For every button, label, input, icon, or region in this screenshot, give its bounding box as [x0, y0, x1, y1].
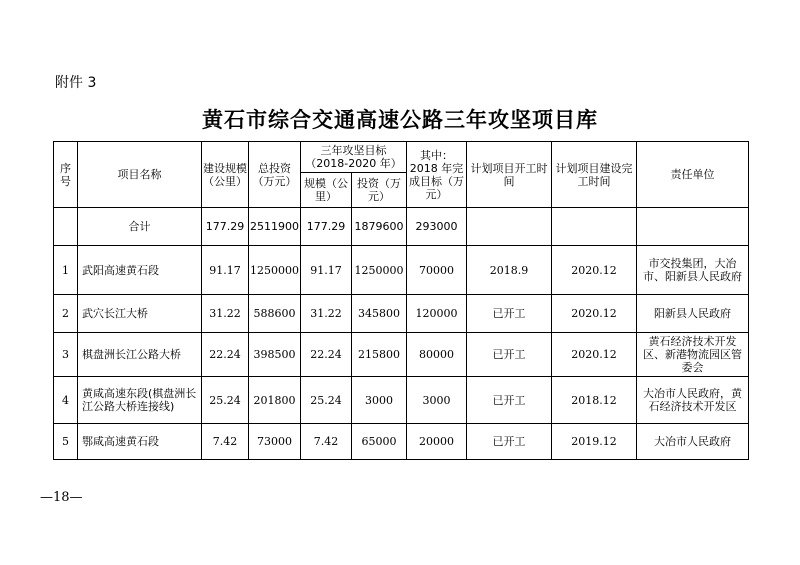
header-target-group: 三年攻坚目标（2018-2020 年）	[301, 142, 407, 173]
total-scale: 177.29	[202, 208, 249, 246]
table-row: 4 黄咸高速东段(棋盘洲长江公路大桥连接线) 25.24 201800 25.24 3000 3000 已开工 2018.12 大冶市人民政府，黄石经济技术开发区	[54, 377, 749, 424]
header-name: 项目名称	[78, 142, 202, 208]
attachment-label: 附件 3	[55, 75, 97, 91]
total-target-invest: 1879600	[352, 208, 407, 246]
header-target-invest: 投资（万元）	[352, 173, 407, 208]
page-title: 黄石市综合交通高速公路三年攻坚项目库	[202, 107, 598, 132]
table-row: 5 鄂咸高速黄石段 7.42 73000 7.42 65000 20000 已开工 2019.12 大冶市人民政府	[54, 424, 749, 460]
header-invest: 总投资（万元）	[249, 142, 301, 208]
project-table	[53, 141, 749, 460]
total-label: 合计	[78, 208, 202, 246]
total-target-scale: 177.29	[301, 208, 352, 246]
header-start: 计划项目开工时间	[467, 142, 552, 208]
table-row: 3 棋盘洲长江公路大桥 22.24 398500 22.24 215800 80000 已开工 2020.12 黄石经济技术开发区、新港物流园区管委会	[54, 333, 749, 377]
table-row: 2 武穴长江大桥 31.22 588600 31.22 345800 120000 已开工 2020.12 阳新县人民政府	[54, 295, 749, 333]
total-goal-2018: 293000	[407, 208, 467, 246]
header-target-scale: 规模（公里）	[301, 173, 352, 208]
total-invest: 2511900	[249, 208, 301, 246]
header-scale: 建设规模（公里）	[202, 142, 249, 208]
page-number: —18—	[40, 490, 83, 505]
header-unit: 责任单位	[637, 142, 749, 208]
table-row: 1 武阳高速黄石段 91.17 1250000 91.17 1250000 70000 2018.9 2020.12 市交投集团，大冶市、阳新县人民政府	[54, 246, 749, 295]
header-goal-2018: 其中：2018 年完成目标（万元）	[407, 142, 467, 208]
header-seq: 序号	[54, 142, 78, 208]
total-row	[54, 208, 749, 246]
header-finish: 计划项目建设完工时间	[552, 142, 637, 208]
